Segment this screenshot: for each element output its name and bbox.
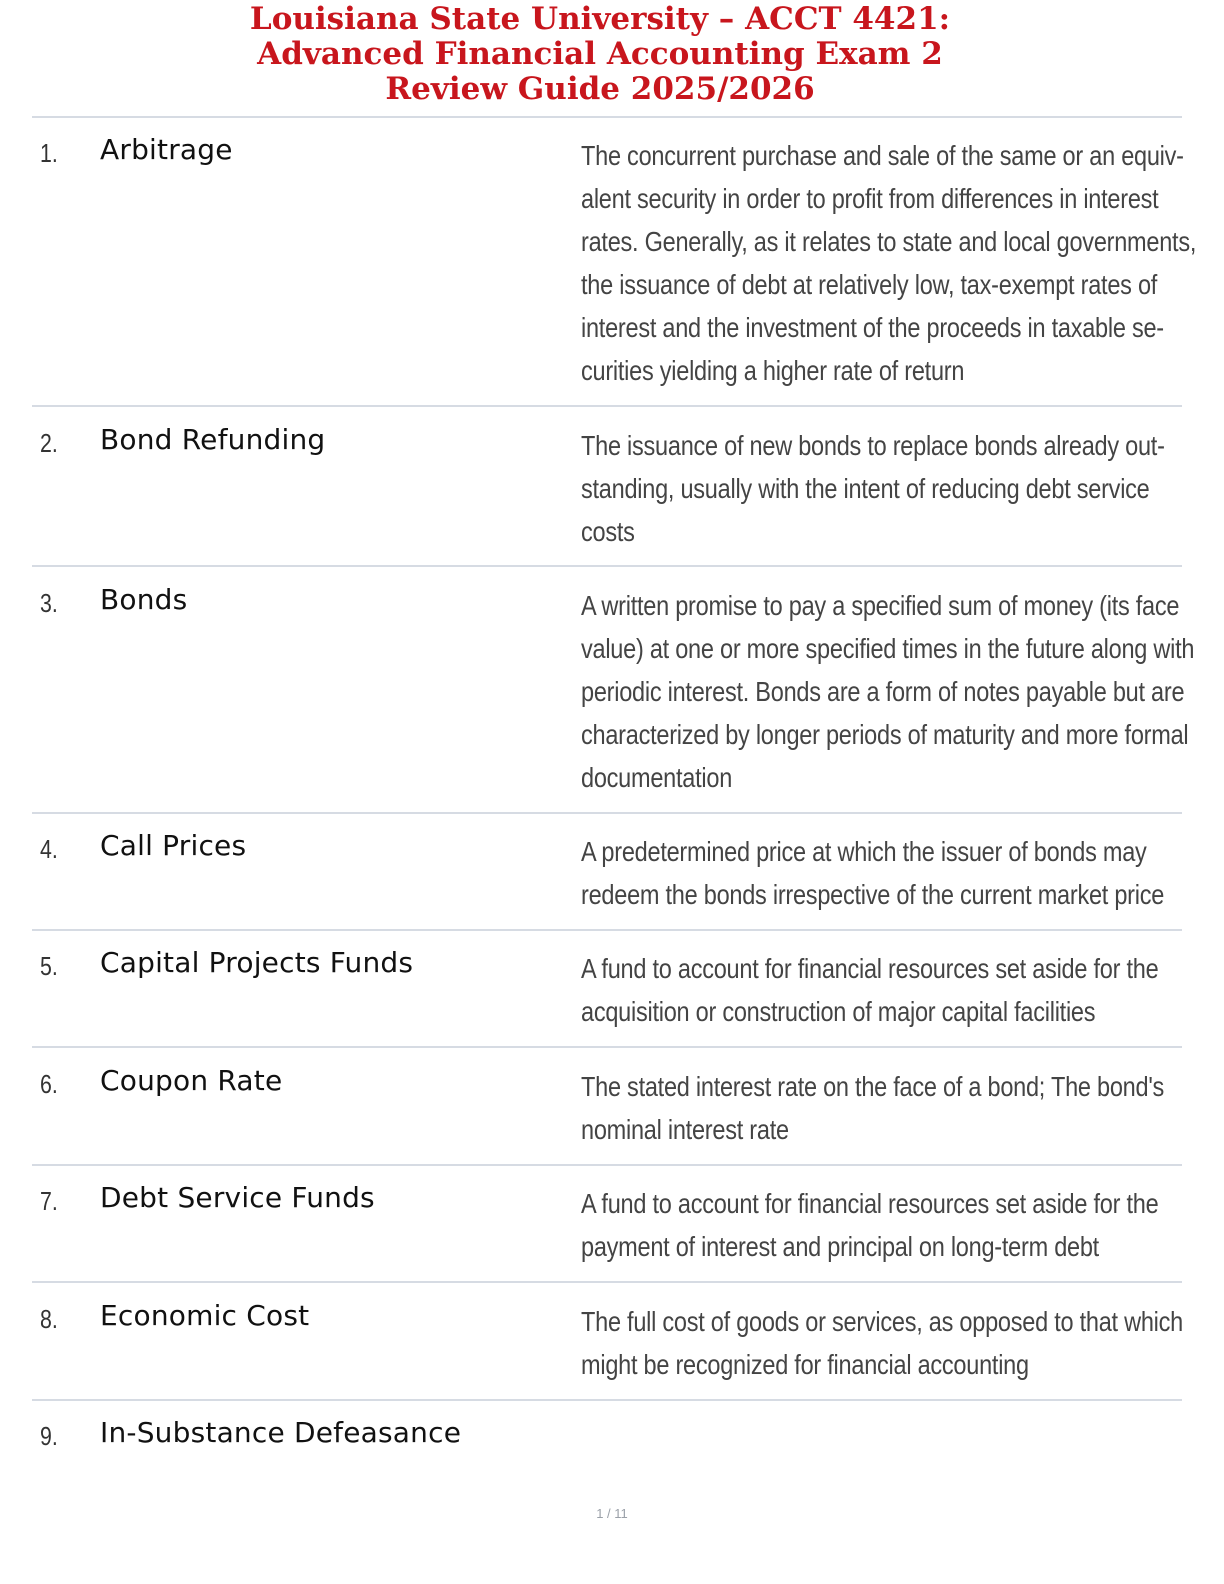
entry-term: Economic Cost <box>100 1299 310 1332</box>
entry-definition <box>581 1182 1169 1268</box>
entry-definition <box>581 424 1169 553</box>
divider <box>32 405 1182 407</box>
document-title <box>230 2 970 107</box>
definition-line: interest and the investment of the proceeds in taxable se- <box>581 312 1164 343</box>
entry-term: In-Substance Defeasance <box>100 1416 462 1449</box>
divider <box>32 1164 1182 1166</box>
definition-line: acquisition or construction of major capital facilities <box>581 996 1096 1027</box>
entry-definition <box>581 584 1195 799</box>
entry-number: 4. <box>40 834 58 864</box>
definition-line: costs <box>581 516 635 547</box>
divider <box>32 1281 1182 1283</box>
entry-number: 2. <box>40 428 58 458</box>
definition-line: The concurrent purchase and sale of the same or an equiv- <box>581 140 1184 171</box>
definition-line: nominal interest rate <box>581 1114 789 1145</box>
divider <box>32 565 1182 567</box>
entry-number: 6. <box>40 1069 58 1099</box>
entry-number: 7. <box>40 1186 58 1216</box>
definition-line: The stated interest rate on the face of a bond; The bond's <box>581 1071 1165 1102</box>
entry-number: 1. <box>40 138 58 168</box>
divider <box>32 116 1182 118</box>
entry-definition <box>581 830 1169 916</box>
entry-term: Bonds <box>100 583 188 616</box>
title-line-1: Louisiana State University – ACCT 4421: <box>249 1 951 37</box>
definition-line: A written promise to pay a specified sum of money (its face <box>581 590 1180 621</box>
definition-line: standing, usually with the intent of reducing debt service <box>581 473 1150 504</box>
divider <box>32 812 1182 814</box>
entry-term: Coupon Rate <box>100 1064 283 1097</box>
entry-term: Call Prices <box>100 829 247 862</box>
definition-line: The issuance of new bonds to replace bonds already out- <box>581 430 1165 461</box>
definition-line: curities yielding a higher rate of return <box>581 355 965 386</box>
entry-number: 3. <box>40 588 58 618</box>
definition-line: documentation <box>581 762 733 793</box>
divider <box>32 1399 1182 1401</box>
entry-number: 5. <box>40 951 58 981</box>
divider <box>32 1046 1182 1048</box>
definition-line: The full cost of goods or services, as opposed to that which <box>581 1306 1183 1337</box>
definition-line: characterized by longer periods of maturity and more formal <box>581 719 1189 750</box>
title-line-2: Advanced Financial Accounting Exam 2 <box>257 36 943 72</box>
entry-term: Capital Projects Funds <box>100 946 414 979</box>
definition-line: A predetermined price at which the issuer of bonds may <box>581 836 1147 867</box>
entry-term: Debt Service Funds <box>100 1181 375 1214</box>
entry-definition <box>581 134 1197 392</box>
entry-number: 9. <box>40 1421 58 1451</box>
entry-number: 8. <box>40 1304 58 1334</box>
page-indicator: 1 / 11 <box>596 1506 628 1521</box>
title-line-3: Review Guide 2025/2026 <box>385 71 815 107</box>
definition-line: redeem the bonds irrespective of the current market price <box>581 879 1165 910</box>
entry-definition <box>581 947 1169 1033</box>
entry-term: Arbitrage <box>100 133 233 166</box>
definition-line: periodic interest. Bonds are a form of notes payable but are <box>581 676 1185 707</box>
definition-line: the issuance of debt at relatively low, tax-exempt rates of <box>581 269 1158 300</box>
divider <box>32 929 1182 931</box>
definition-line: A fund to account for financial resources set aside for the <box>581 953 1159 984</box>
definition-line: rates. Generally, as it relates to state and local governments, <box>581 226 1197 257</box>
entry-definition <box>581 1300 1183 1386</box>
definition-line: payment of interest and principal on long-term debt <box>581 1231 1099 1262</box>
definition-line: A fund to account for financial resources set aside for the <box>581 1188 1159 1219</box>
definition-line: value) at one or more specified times in the future along with <box>581 633 1195 664</box>
entry-definition <box>581 1065 1169 1151</box>
definition-line: might be recognized for financial accounting <box>581 1349 1029 1380</box>
definition-line: alent security in order to profit from differences in interest <box>581 183 1159 214</box>
entry-term: Bond Refunding <box>100 423 326 456</box>
